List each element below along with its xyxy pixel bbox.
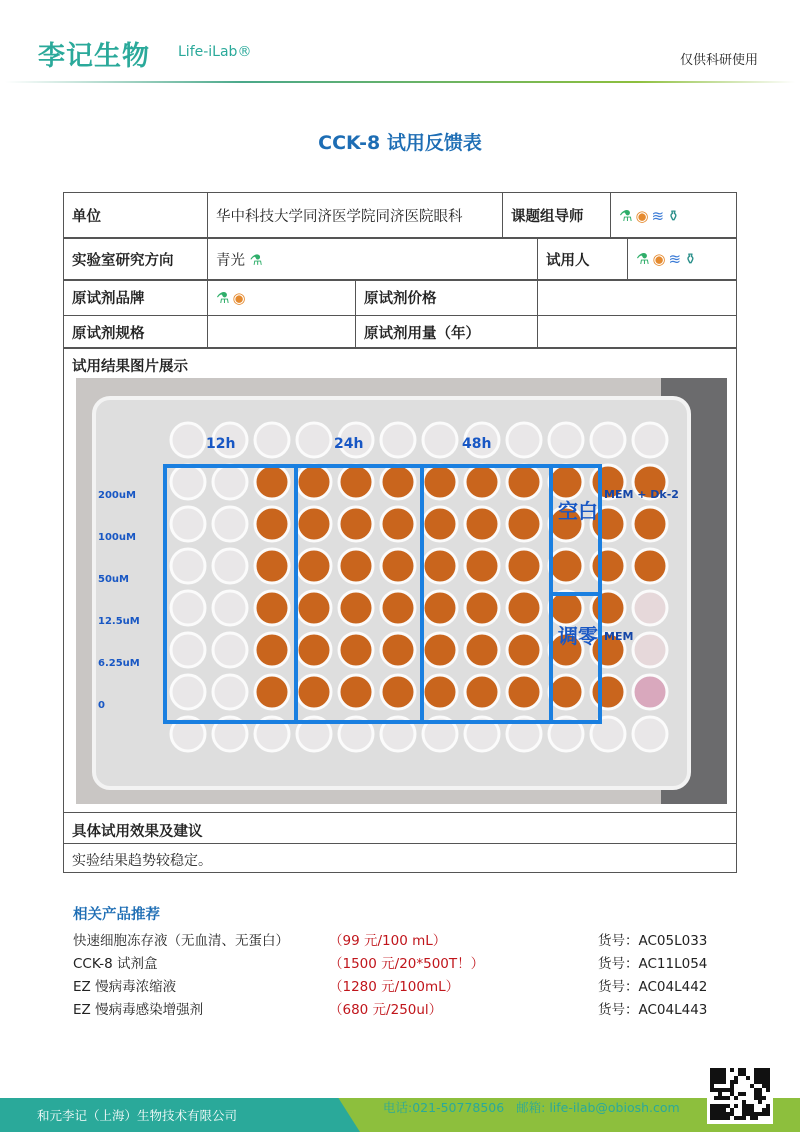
handwritten-label: MEM + Dk-2 (604, 488, 679, 501)
plate-well (255, 633, 289, 667)
product-row (73, 952, 733, 972)
plate-well (255, 675, 289, 709)
product-name: EZ 慢病毒浓缩液 (73, 979, 177, 995)
flask-icon: ⚗ (636, 250, 650, 268)
plate-well (633, 675, 667, 709)
plate-well (423, 675, 457, 709)
flask-icon: ⚗ (216, 288, 230, 307)
orig-brand-value-redacted (208, 280, 356, 316)
plate-well (339, 507, 373, 541)
plate-well (171, 633, 205, 667)
plate-well (507, 675, 541, 709)
product-price: （99 元/100 mL） (329, 933, 447, 949)
company-name: 和元李记（上海）生物技术有限公司 (37, 1108, 238, 1123)
plate-well (255, 507, 289, 541)
plate-well (507, 549, 541, 583)
plate-well (213, 465, 247, 499)
effect-value: 实验结果趋势较稳定。 (72, 853, 212, 869)
plate-well (549, 423, 583, 457)
plate-well (591, 549, 625, 583)
plate-well (381, 465, 415, 499)
cell-icon: ◉ (232, 288, 246, 307)
product-name: EZ 慢病毒感染增强剂 (73, 1002, 204, 1018)
direction-value: 青光 (216, 252, 245, 269)
handwritten-label: 空白 (558, 499, 598, 523)
flask-icon: ⚗ (619, 206, 633, 225)
handwritten-label: 调零 (558, 624, 598, 648)
plate-well (171, 675, 205, 709)
plate-well (381, 423, 415, 457)
product-row (73, 929, 733, 949)
plate-well (549, 465, 583, 499)
trial-user-value-redacted (628, 238, 737, 281)
dna-icon: ≋ (668, 250, 682, 268)
plate-well (255, 465, 289, 499)
plate-well (633, 717, 667, 751)
logo-english: Life-iLab® (178, 44, 252, 60)
plate-well (213, 591, 247, 625)
orig-usage-value (538, 316, 737, 349)
plate-well (465, 507, 499, 541)
plate-well (465, 591, 499, 625)
result-image-section (63, 347, 737, 813)
plate-well (591, 591, 625, 625)
plate-well (423, 507, 457, 541)
plate-well (171, 423, 205, 457)
plate-well (339, 591, 373, 625)
plate-well (339, 675, 373, 709)
product-price: （680 元/250ul） (329, 1002, 443, 1018)
product-price: （1500 元/20*500T！） (329, 956, 485, 972)
plate-well (297, 465, 331, 499)
plate-well (213, 633, 247, 667)
orig-spec-value (208, 316, 356, 349)
product-code: 货号：AC04L442 (598, 979, 708, 995)
plate-well (633, 591, 667, 625)
advisor-label: 课题组导师 (503, 193, 611, 239)
product-row (73, 998, 733, 1018)
plate-well (297, 591, 331, 625)
handwritten-label: 24h (334, 436, 364, 452)
plate-well (423, 549, 457, 583)
page-title: CCK-8 试用反馈表 (318, 132, 482, 154)
research-use-notice: 仅供科研使用 (679, 53, 758, 68)
phone: 电话:021-50778506 (383, 1100, 505, 1115)
plate-well (381, 675, 415, 709)
plate-well (297, 423, 331, 457)
product-code: 货号：AC04L443 (598, 1002, 708, 1018)
plate-well (633, 423, 667, 457)
product-code: 货号：AC05L033 (598, 933, 708, 949)
plate-well (381, 507, 415, 541)
effect-label: 具体试用效果及建议 (72, 824, 203, 840)
logo-chinese: 李记生物 (38, 41, 150, 72)
flask-icon: ⚗ (249, 252, 263, 269)
trial-user-label: 试用人 (538, 238, 628, 281)
plate-well (297, 549, 331, 583)
plate-well (171, 465, 205, 499)
plate-well (297, 675, 331, 709)
plate-well (507, 591, 541, 625)
plate-well (507, 423, 541, 457)
plate-well (465, 465, 499, 499)
plate-well (171, 507, 205, 541)
product-code: 货号：AC11L054 (598, 956, 708, 972)
plate-well (213, 507, 247, 541)
handwritten-label: 48h (462, 436, 492, 452)
plate-well (549, 549, 583, 583)
handwritten-label: 200uM (98, 490, 136, 501)
plate-well (507, 465, 541, 499)
info-row-2 (63, 237, 737, 281)
qr-code (707, 1065, 773, 1124)
unit-value: 华中科技大学同济医学院同济医院眼科 (208, 193, 503, 239)
plate-well (297, 507, 331, 541)
product-name: 快速细胞冻存液（无血清、无蛋白） (73, 933, 289, 949)
orig-brand-label: 原试剂品牌 (64, 280, 208, 316)
orig-usage-label: 原试剂用量（年） (356, 316, 538, 349)
image-label: 试用结果图片展示 (72, 359, 188, 375)
plate-well (213, 675, 247, 709)
product-row (73, 975, 733, 995)
info-rows-3-4 (63, 279, 737, 349)
product-name: CCK-8 试剂盒 (73, 956, 158, 972)
plate-well (171, 591, 205, 625)
email[interactable]: 邮箱: life-ilab@obiosh.com (516, 1100, 680, 1115)
handwritten-label: 12h (206, 436, 236, 452)
plate-well (423, 423, 457, 457)
plate-well (423, 465, 457, 499)
result-photo (76, 378, 727, 804)
plate-well (339, 549, 373, 583)
plate-well (381, 591, 415, 625)
header-divider (5, 81, 795, 83)
plate-well (507, 507, 541, 541)
plate-well (339, 465, 373, 499)
orig-price-value (538, 280, 737, 316)
plate-well (633, 507, 667, 541)
plate-well (423, 633, 457, 667)
handwritten-label: 50uM (98, 574, 129, 585)
plate-well (339, 633, 373, 667)
plate-well (591, 675, 625, 709)
handwritten-label: MEM (604, 630, 634, 643)
orig-price-label: 原试剂价格 (356, 280, 538, 316)
contact-info (383, 1098, 680, 1116)
info-row-1 (63, 192, 737, 239)
handwritten-label: 12.5uM (98, 616, 140, 627)
plate-well (633, 549, 667, 583)
plate-well (297, 633, 331, 667)
plate-well (255, 549, 289, 583)
orig-spec-label: 原试剂规格 (64, 316, 208, 349)
plate-well (507, 633, 541, 667)
plate-well (549, 675, 583, 709)
effect-section (63, 812, 737, 873)
cell-icon: ◉ (635, 206, 649, 225)
plate-well (633, 633, 667, 667)
advisor-value-redacted (611, 193, 737, 239)
unit-label: 单位 (64, 193, 208, 239)
plate-well (423, 591, 457, 625)
plate-well (465, 675, 499, 709)
test-tube-icon: ⚱ (667, 206, 680, 225)
cell-icon: ◉ (652, 250, 666, 268)
plate-well (549, 591, 583, 625)
test-tube-icon: ⚱ (684, 250, 697, 268)
plate-well (465, 633, 499, 667)
plate-well (255, 423, 289, 457)
plate-well (465, 549, 499, 583)
direction-label: 实验室研究方向 (64, 238, 208, 281)
dna-icon: ≋ (651, 206, 665, 225)
handwritten-label: 100uM (98, 532, 136, 543)
plate-well (381, 549, 415, 583)
product-price: （1280 元/100mL） (329, 979, 460, 995)
plate-well (381, 633, 415, 667)
handwritten-label: 0 (98, 700, 105, 711)
plate-well (591, 423, 625, 457)
recommend-title: 相关产品推荐 (73, 907, 160, 923)
plate-well (213, 549, 247, 583)
plate-well (255, 591, 289, 625)
handwritten-label: 6.25uM (98, 658, 140, 669)
plate-well (171, 549, 205, 583)
